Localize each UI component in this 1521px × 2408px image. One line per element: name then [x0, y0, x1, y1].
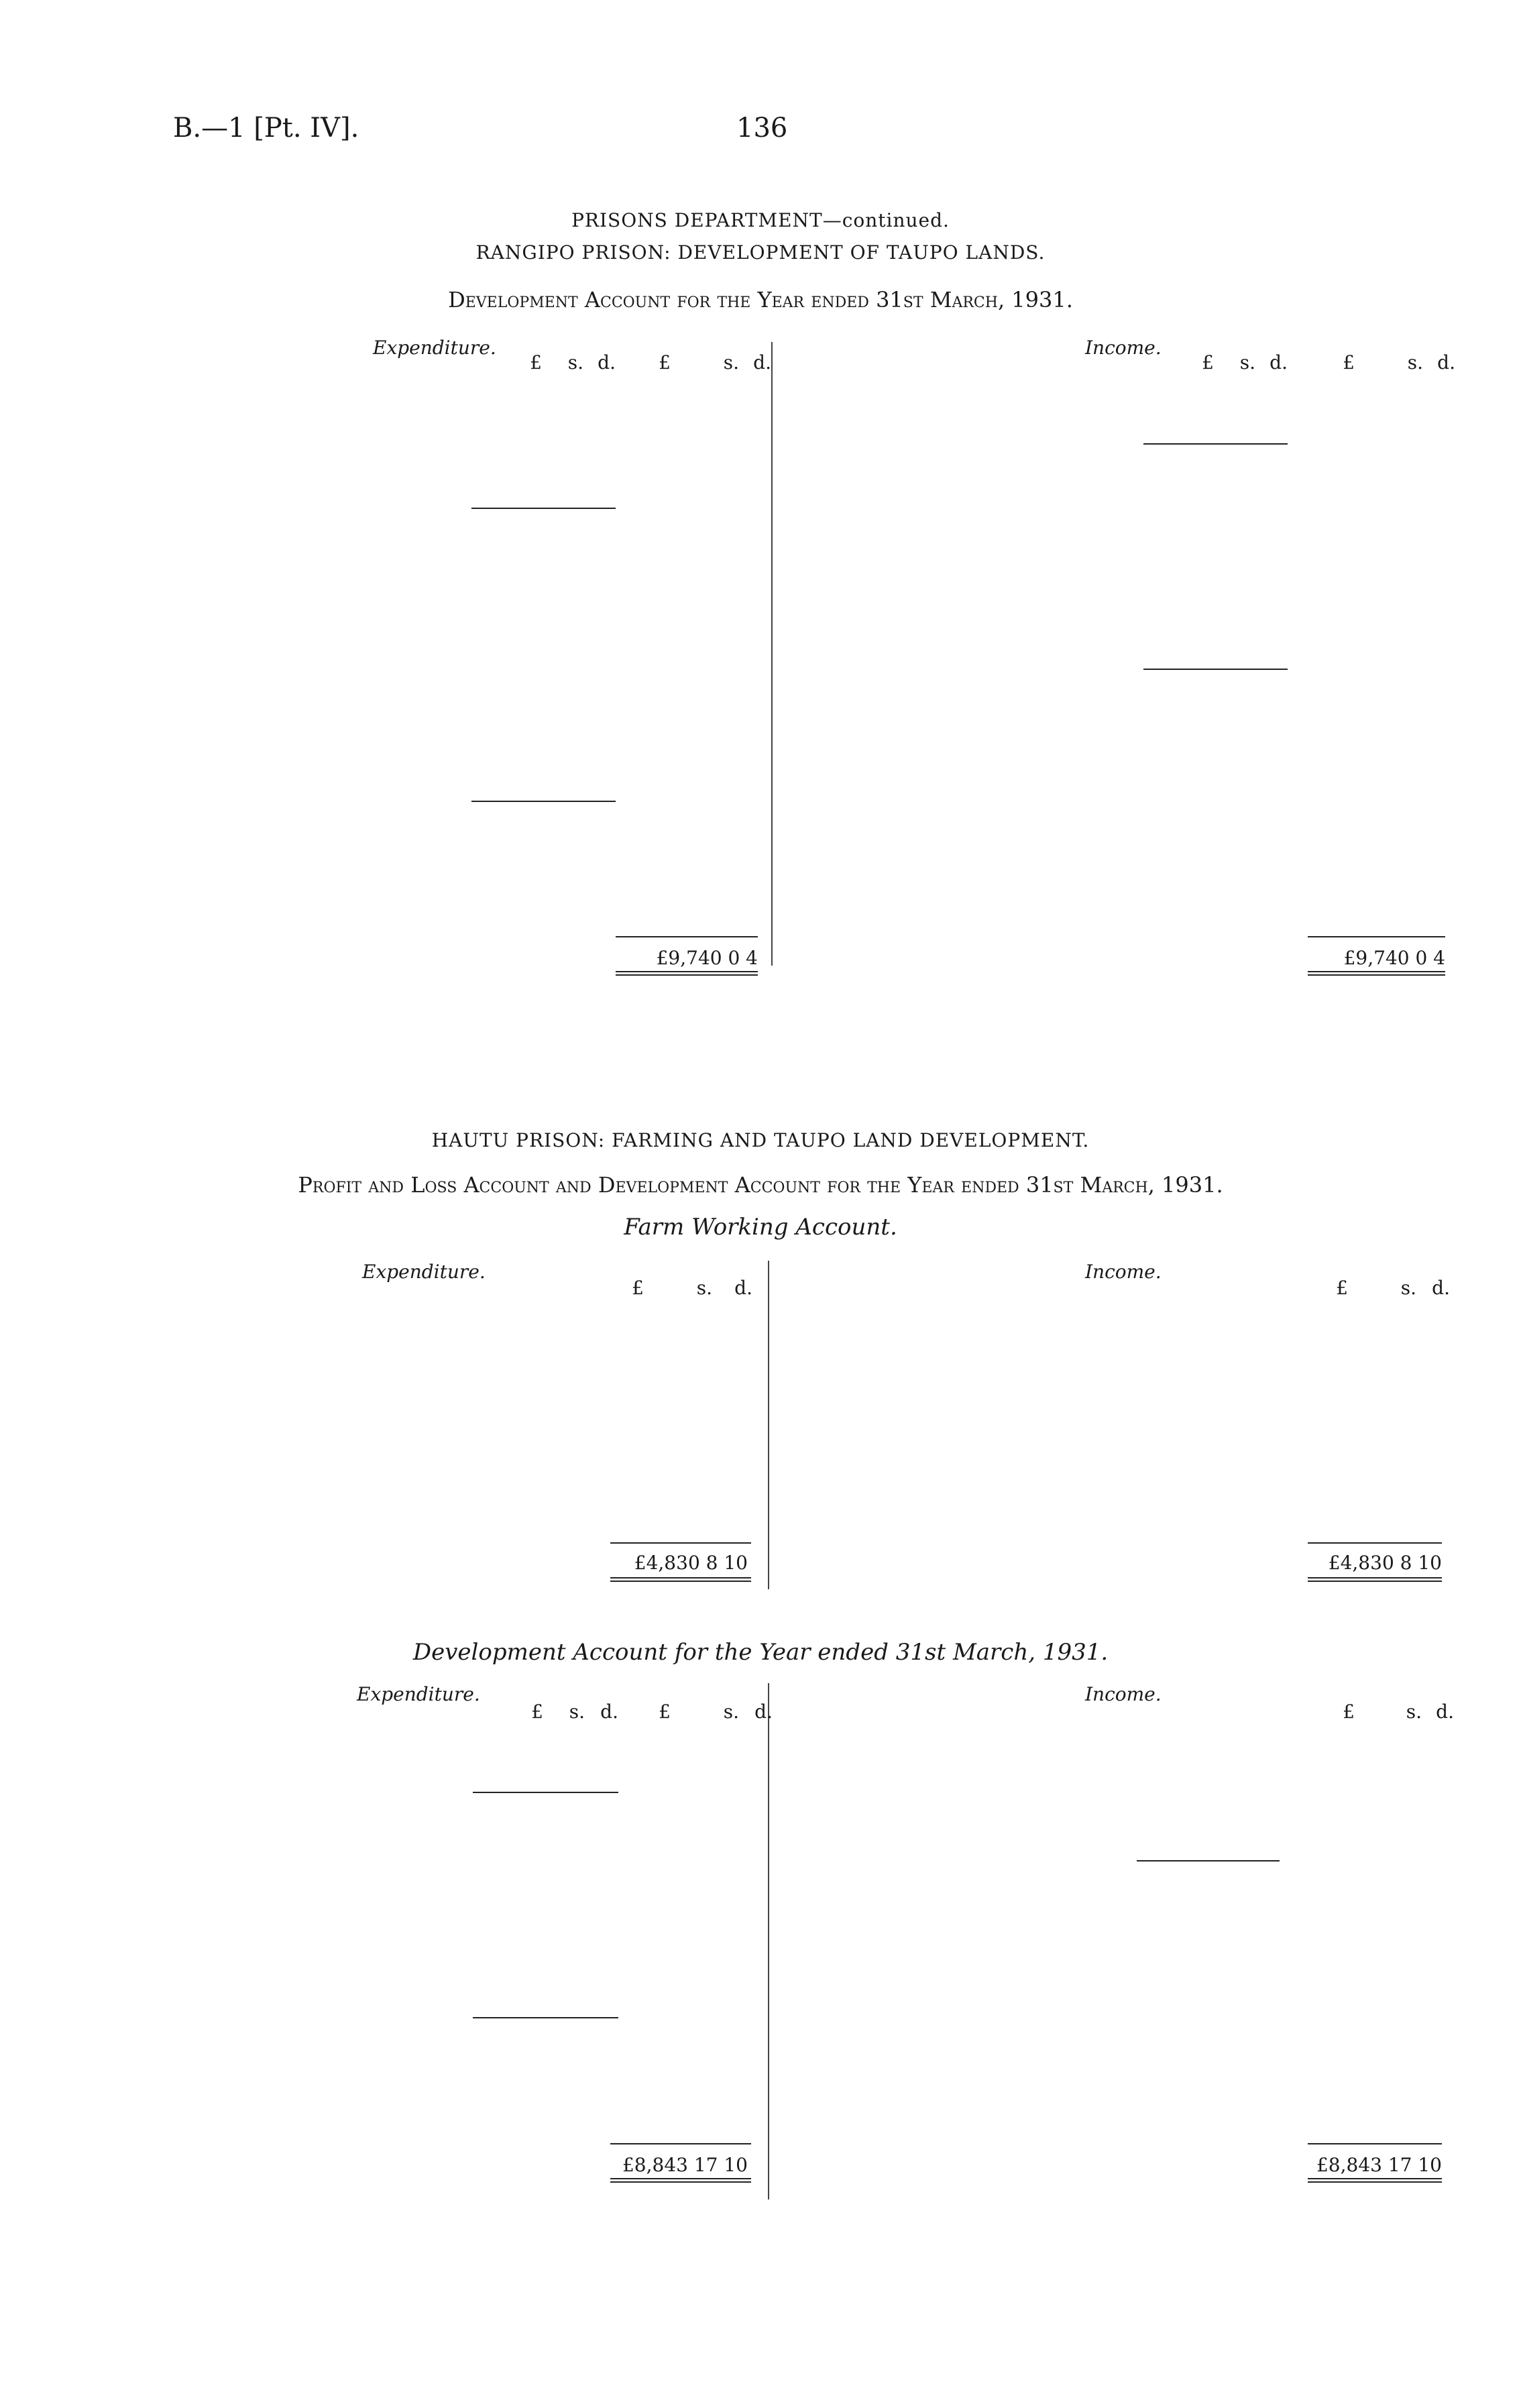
- document-reference: B.—1 [Pt. IV].: [173, 113, 359, 144]
- s3.e-row: [0, 2083, 1521, 2106]
- s1.i-row: [0, 577, 1521, 599]
- s3.i-subtotal-rule: [1137, 1860, 1280, 1861]
- s1.i-row: [0, 599, 1521, 622]
- s3.i-row: [0, 1836, 1521, 1859]
- s2e-pound-head: £: [632, 1277, 644, 1299]
- s1.i-row: [0, 735, 1521, 758]
- s1.i-row: [0, 622, 1521, 645]
- s1.e-row: [0, 754, 1521, 777]
- s1.e-row: [0, 822, 1521, 845]
- s1.e-row: [0, 777, 1521, 799]
- s3i-shilling-head: s.: [1406, 1701, 1422, 1723]
- s2.e-row: [0, 1412, 1521, 1434]
- s3-income-heading: Income.: [1085, 1683, 1162, 1705]
- s1-expenditure-total: £9,740 0 4: [656, 947, 758, 969]
- s1.e-row: [0, 867, 1521, 890]
- s3i-pence-head: d.: [1436, 1701, 1454, 1723]
- s1e-total-rule: [616, 936, 758, 937]
- s3.e-row: [0, 2061, 1521, 2084]
- s1e-shilling-head: s.: [723, 351, 739, 374]
- s1.i-row: [0, 667, 1521, 690]
- s1.i-row: [0, 464, 1521, 487]
- s3.i-row: [0, 1723, 1521, 1746]
- s1-income-total: £9,740 0 4: [1343, 947, 1445, 969]
- s1i-total-rule: [1308, 936, 1445, 937]
- s2i-total-rule: [1308, 1542, 1442, 1544]
- s3.e-row: [0, 2106, 1521, 2129]
- s3-expenditure-total: £8,843 17 10: [622, 2154, 748, 2176]
- s3.e-row: [0, 1971, 1521, 1994]
- s1i-sub-pound-head: £: [1202, 351, 1214, 374]
- s2.i-row: [0, 1299, 1521, 1322]
- s1i-pence-head: d.: [1437, 351, 1455, 374]
- s1.i-row: [0, 689, 1521, 712]
- s1-department-title: PRISONS DEPARTMENT—continued.: [571, 209, 950, 231]
- s3.i-row: [0, 1881, 1521, 1904]
- s1e-pence-head: d.: [753, 351, 771, 374]
- s2i-total-double-rule: [1308, 1577, 1442, 1582]
- s3.i-row: [0, 1791, 1521, 1814]
- s1.e-row: [0, 799, 1521, 822]
- s1.e-row: [0, 889, 1521, 912]
- s2e-pence-head: d.: [734, 1277, 752, 1299]
- s3.i-row: [0, 1746, 1521, 1769]
- s3.e-subtotal-rule: [473, 2017, 618, 2018]
- s3.e-row: [0, 2016, 1521, 2039]
- s3.e-row: [0, 1994, 1521, 2016]
- s1i-shilling-head: s.: [1407, 351, 1423, 374]
- s1i-sub-shilling-head: s.: [1239, 351, 1255, 374]
- s1.i-row: [0, 510, 1521, 532]
- s1i-total-double-rule: [1308, 971, 1445, 976]
- s2.e-row: [0, 1479, 1521, 1502]
- s2-expenditure-heading: Expenditure.: [362, 1261, 486, 1283]
- s2i-pound-head: £: [1336, 1277, 1348, 1299]
- s3e-total-double-rule: [610, 2178, 751, 2183]
- s1-expenditure-heading: Expenditure.: [373, 337, 496, 359]
- s1-title: RANGIPO PRISON: DEVELOPMENT OF TAUPO LANDS.: [475, 241, 1046, 264]
- s2e-shilling-head: s.: [696, 1277, 712, 1299]
- page-number: 136: [736, 113, 788, 144]
- s3i-total-double-rule: [1308, 2178, 1442, 2183]
- s1.i-row: [0, 712, 1521, 735]
- s1.i-row: [0, 374, 1521, 397]
- s2.e-row: [0, 1389, 1521, 1412]
- s2.e-row: [0, 1501, 1521, 1524]
- s3e-sub-shilling-head: s.: [569, 1701, 585, 1723]
- s2.e-row: [0, 1456, 1521, 1479]
- s3e-pound-head: £: [659, 1701, 671, 1723]
- s1.i-subtotal-rule: [1143, 669, 1288, 670]
- s3.e-row: [0, 1949, 1521, 1971]
- s1-income-heading: Income.: [1085, 337, 1162, 359]
- s3e-sub-pence-head: d.: [600, 1701, 618, 1723]
- s1.e-subtotal-rule: [471, 801, 616, 802]
- s1.i-row: [0, 644, 1521, 667]
- s1.i-row: [0, 442, 1521, 465]
- s1e-total-double-rule: [616, 971, 758, 976]
- s3.e-row: [0, 2039, 1521, 2061]
- s3.e-row: [0, 1926, 1521, 1949]
- s1.i-row: [0, 397, 1521, 420]
- s3e-total-rule: [610, 2143, 751, 2144]
- s3.i-row: [0, 1904, 1521, 1927]
- s3.i-row: [0, 1813, 1521, 1836]
- s2-farm-working-heading: Farm Working Account.: [624, 1214, 897, 1241]
- s3e-pence-head: d.: [754, 1701, 773, 1723]
- s3.i-row: [0, 1768, 1521, 1791]
- s2i-shilling-head: s.: [1400, 1277, 1416, 1299]
- s2-income-heading: Income.: [1085, 1261, 1162, 1283]
- s1.i-subtotal-rule: [1143, 443, 1288, 445]
- s2e-total-rule: [610, 1542, 751, 1544]
- s2-subtitle: Profit and Loss Account and Development Account for the Year ended 31st March, 1931.: [298, 1172, 1223, 1198]
- s1.i-row: [0, 419, 1521, 442]
- s2-title: HAUTU PRISON: FARMING AND TAUPO LAND DEVELOPMENT.: [431, 1129, 1090, 1151]
- s2e-total-double-rule: [610, 1577, 751, 1582]
- s2.i-row: [0, 1344, 1521, 1367]
- s1i-sub-pence-head: d.: [1270, 351, 1288, 374]
- s1e-pound-head: £: [659, 351, 671, 374]
- s3i-pound-head: £: [1343, 1701, 1355, 1723]
- s2-income-total: £4,830 8 10: [1328, 1552, 1442, 1574]
- s3.i-row: [0, 1859, 1521, 1882]
- s3e-sub-pound-head: £: [531, 1701, 543, 1723]
- s1e-sub-pence-head: d.: [598, 351, 616, 374]
- s1.i-row: [0, 487, 1521, 510]
- s1.e-row: [0, 844, 1521, 867]
- s3-expenditure-heading: Expenditure.: [357, 1683, 480, 1705]
- s3-income-total: £8,843 17 10: [1316, 2154, 1442, 2176]
- s2.e-row: [0, 1434, 1521, 1457]
- s3i-total-rule: [1308, 2143, 1442, 2144]
- s1.i-row: [0, 555, 1521, 577]
- s2.e-row: [0, 1367, 1521, 1389]
- s2-expenditure-total: £4,830 8 10: [634, 1552, 748, 1574]
- s1e-sub-shilling-head: s.: [567, 351, 583, 374]
- s2i-pence-head: d.: [1432, 1277, 1450, 1299]
- s1-subtitle: Development Account for the Year ended 31st March, 1931.: [448, 287, 1073, 312]
- s1i-pound-head: £: [1343, 351, 1355, 374]
- s1.i-row: [0, 532, 1521, 555]
- s2.i-row: [0, 1322, 1521, 1344]
- s1e-sub-pound-head: £: [530, 351, 542, 374]
- s3e-shilling-head: s.: [723, 1701, 739, 1723]
- s3-title: Development Account for the Year ended 31st March, 1931.: [412, 1639, 1109, 1666]
